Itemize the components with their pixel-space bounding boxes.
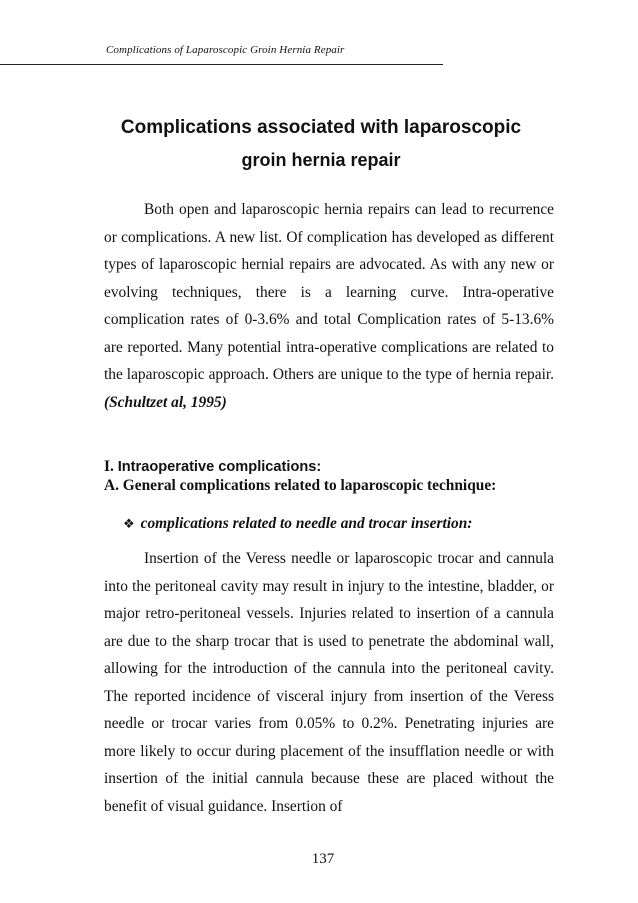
subsection-heading: A. General complications related to laparoscopic technique: [104, 477, 497, 494]
chapter-title-line-2: groin hernia repair [241, 150, 401, 170]
paragraph-1 [104, 196, 554, 416]
running-header: Complications of Laparoscopic Groin Hernia Repair [106, 44, 345, 56]
paragraph-1-text: Both open and laparoscopic hernia repairs can lead to recurrence or complications. A new list. Of complication has developed as different types of laparoscopic hernial repairs are advocated. As with any new or evolving techniques, there is a learning curve. Intra-operative complication rates of 0-3.6% and total Complication rates of 5-13.6% are reported. Many potential intra-operative complications are related to the laparoscopic approach. Others are unique to the type of hernia repair. [104, 201, 554, 383]
diamond-bullet-icon: ❖ [123, 517, 135, 532]
section-numeral: I. [104, 458, 114, 475]
paragraph-2 [104, 545, 554, 820]
section-label: Intraoperative complications: [117, 459, 322, 475]
paragraph-2-text: Insertion of the Veress needle or laparoscopic trocar and cannula into the peritoneal cavity may result in injury to the intestine, bladder, or major retro-peritoneal vessels. Injuries related to insertion of a cannula are due to the sharp trocar that is used to penetrate the abdominal wall, allowing for the introduction of the cannula into the peritoneal cavity. The reported incidence of visceral injury from insertion of the Veress needle or trocar varies from 0.05% to 0.2%. Penetrating injuries are more likely to occur during placement of the insufflation needle or with insertion of the initial cannula because these are placed without the benefit of visual guidance. Insertion of [104, 550, 554, 815]
section-heading [104, 458, 321, 476]
citation: (Schultzet al, 1995) [104, 393, 227, 411]
bullet-item [123, 515, 472, 533]
chapter-title-line-1: Complications associated with laparoscopic [120, 117, 522, 138]
page-number: 137 [311, 851, 335, 867]
bullet-text: complications related to needle and trocar insertion: [140, 515, 473, 532]
header-rule [0, 64, 443, 65]
